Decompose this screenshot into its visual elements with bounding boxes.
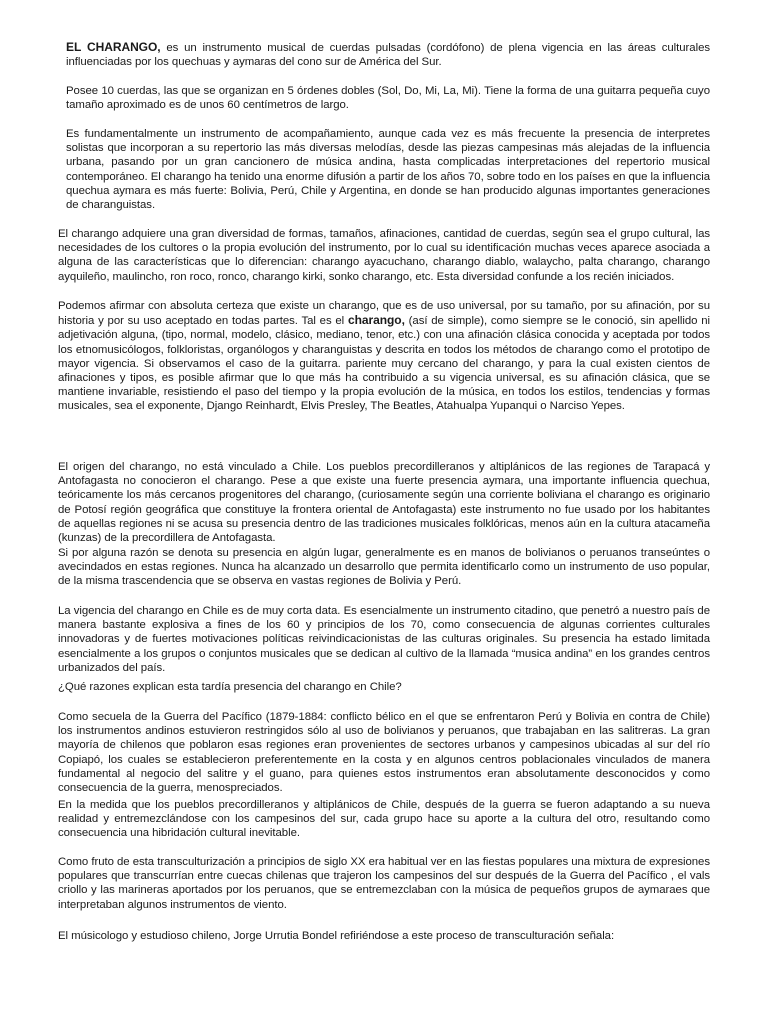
body-paragraph-presence: Si por alguna razón se denota su presencia en algún lugar, generalmente es en manos de bolivianos o peruanos transeúntes o avecindados en estas regiones. Nunca ha alcanzado un desarrollo que permita identificarlo como un instrumento de uso popular, de la misma trascendencia que se observa en vastas regiones de Bolivia y Perú.	[58, 547, 710, 588]
body-paragraph-urrutia: El músicologo y estudioso chileno, Jorge Urrutia Bondel refiriéndose a este proceso de transculturación señala:	[58, 930, 615, 942]
universal-text-b: (así de simple), como siempre se le conoció, sin apellido ni adjetivación alguna, (tipo, normal, modelo, clásico, mediano, tenor, etc.) con una afinación clásica conocida y aceptada por todos los etnomusicólogos, folkloristas, organólogos y charanguistas y descrita en todos los métodos de charango como el prototipo de mayor vigencia. Si observamos el caso de la guitarra. pariente muy cercano del charango, y para la cual existen cientos de afinaciones y tipos, es posible afirmar que lo que más ha contribuido a su vigencia universal, es su afinación clásica, que se mantiene invariable, resistiendo el paso del tiempo y la propia evolución de la música, en todos los estilos, tendencias y formas musicales, sea el exponente, Django Reinhardt, Elvis Presley, The Beatles, Atahualpa Yupanqui o Narciso Yepes.	[58, 315, 710, 413]
body-paragraph-transculturization: Como fruto de esta transculturización a principios de siglo XX era habitual ver en las fiestas populares una mixtura de expresiones populares que transcurrían entre cuecas chilenas que trajeron los campesinos del sur después de la Guerra del Pacífico , el vals criollo y las marineras aportados por los peruanos, que se entremezclaban con la música de pequeños grupos de aymaraes que interpretaban algunos instrumentos de viento.	[58, 856, 710, 911]
body-paragraph-universal	[58, 299, 710, 414]
body-paragraph-origin: El origen del charango, no está vinculado a Chile. Los pueblos precordilleranos y altiplánicos de las regiones de Tarapacá y Antofagasta no conocieron el charango. Pese a que existe una fuerte presencia aymara, una importante influencia quechua, teóricamente los más cercanos progenitores del charango, (curiosamente según una corriente boliviana el charango es originario de Potosí región geográfica que constituye la frontera oriental de Antofagasta) este instrumento no fue usado por los habitantes de aquellas regiones ni se acusa su presencia dentro de las tradiciones musicales folklóricas, menos aún en la cultura atacameña (kunzas) de la precordillera de Antofagasta.	[58, 461, 710, 545]
body-question: ¿Qué razones explican esta tardía presencia del charango en Chile?	[58, 681, 402, 693]
universal-text-a: Podemos afirmar con absoluta certeza que existe un charango, que es de uso universal, por su tamaño, por su afinación, por su historia y por su uso aceptado en todas partes. Tal es el	[58, 300, 710, 328]
body-paragraph-diversity: El charango adquiere una gran diversidad de formas, tamaños, afinaciones, cantidad de cuerdas, según sea el grupo cultural, las necesidades de los cultores o la propia evolución del instrumento, por lo cual su identificación muchas veces aparece asociada a alguna de las características que lo diferencian: charango ayacuchano, charango diablo, walaycho, palta charango, charango ayquileño, maulincho, ron roco, ronco, charango kirki, sonko charango, etc. Esta diversidad confunde a los recién iniciados.	[58, 228, 710, 283]
intro-paragraph-1	[66, 40, 710, 69]
body-paragraph-war: Como secuela de la Guerra del Pacífico (1879-1884: conflicto bélico en el que se enfrentaron Perú y Bolivia en contra de Chile) los instrumentos andinos estuvieron restringidos sólo al uso de bolivianos y peruanos, que trabajaban en las salitreras. La gran mayoría de chilenos que poblaron esas regiones eran provenientes de sectores urbanos y campesinos ubicadas al sur del río Copiapó, los cuales se establecieron preferentemente en la costa y en algunos centros poblacionales vinculados de manera fundamental al negocio del salitre y el guano, para quienes estos instrumentos eran absolutamente desconocidos y como consecuencia de la guerra, menospreciados.	[58, 711, 710, 795]
charango-emphasis: charango,	[347, 313, 405, 328]
intro-paragraph-3: Es fundamentalmente un instrumento de acompañamiento, aunque cada vez es más frecuente la presencia de interpretes solistas que incorporan a su repertorio las más diversas melodías, desde las piezas campesinas más alejadas de la influencia urbana, pasando por un gran cancionero de música andina, hasta complicadas interpretaciones del repertorio musical contemporáneo. El charango ha tenido una enorme difusión a partir de los años 70, sobre todo en los países en que la influencia quechua aymara es más fuerte: Bolivia, Perú, Chile y Argentina, en donde se han producido algunas importantes generaciones de charanguistas.	[66, 128, 710, 212]
title-charango: EL CHARANGO,	[66, 40, 161, 54]
body-paragraph-hybridization: En la medida que los pueblos precordilleranos y altiplánicos de Chile, después de la guerra se fueron adaptando a su nueva realidad y entremezclándose con los campesinos del sur, cada grupo hace su aporte a la cultura del otro, resultando como consecuencia una hibridación cultural inevitable.	[58, 799, 710, 840]
body-paragraph-vigencia: La vigencia del charango en Chile es de muy corta data. Es esencialmente un instrumento citadino, que penetró a nuestro país de manera bastante explosiva a fines de los 60 y principios de los 70, como consecuencia de algunas corrientes culturales innovadoras y de fuertes motivaciones políticas reivindicacionistas de las culturas originales. Su presencia ha estado limitada esencialmente a los grupos o conjuntos musicales que se dedican al cultivo de la llamada “musica andina” en los grandes centros urbanizados del país.	[58, 605, 710, 674]
intro-paragraph-1-text: es un instrumento musical de cuerdas pulsadas (cordófono) de plena vigencia en las áreas culturales influenciadas por los quechuas y aymaras del cono sur de América del Sur.	[66, 42, 710, 69]
intro-paragraph-2: Posee 10 cuerdas, las que se organizan en 5 órdenes dobles (Sol, Do, Mi, La, Mi). Tiene la forma de una guitarra pequeña cuyo tamaño aproximado es de unos 60 centímetros de largo.	[66, 85, 710, 112]
